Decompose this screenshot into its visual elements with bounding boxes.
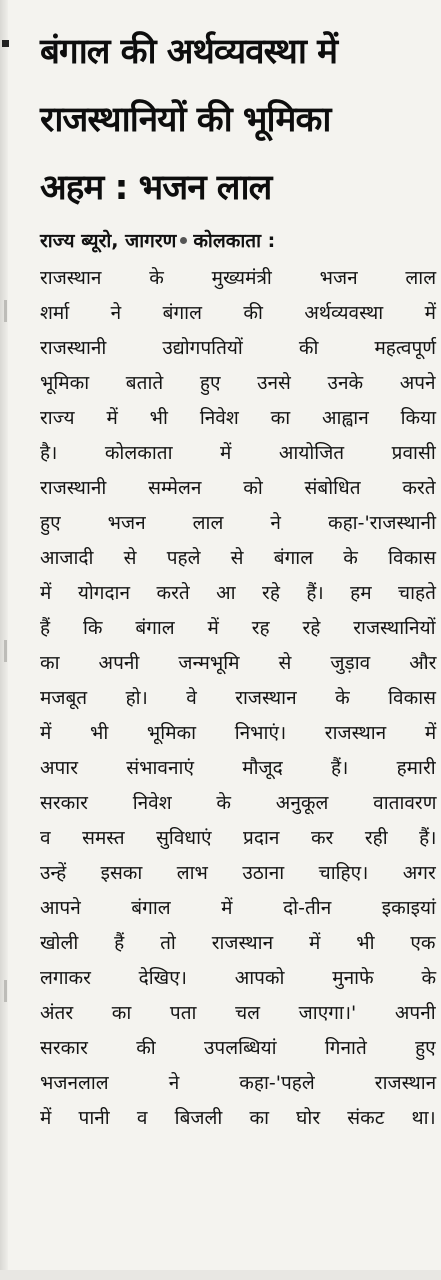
article-body-line: अपार संभावनाएं मौजूद हैं। हमारी (40, 757, 436, 779)
article-body-line: राजस्थानी सम्मेलन को संबोधित करते (40, 477, 436, 499)
article-body-line: शर्मा ने बंगाल की अर्थव्यवस्था में (40, 302, 436, 324)
article-body-line: में योगदान करते आ रहे हैं। हम चाहते (40, 582, 436, 604)
article-body-line: भूमिका बताते हुए उनसे उनके अपने (40, 372, 436, 394)
article-headline (40, 18, 432, 222)
article-body-line: राजस्थानी उद्योगपतियों की महत्वपूर्ण (40, 337, 437, 359)
byline-bureau: राज्य ब्यूरो, जागरण (40, 230, 177, 252)
margin-mark (4, 300, 7, 322)
article-body-line: हुए भजन लाल ने कहा-'राजस्थानी (40, 512, 436, 534)
byline-dateline: कोलकाता : (193, 230, 276, 252)
headline-line: बंगाल की अर्थव्यवस्था में (40, 32, 338, 72)
article-body (40, 261, 436, 1136)
article-body-line: में पानी व बिजली का घोर संकट था। (40, 1107, 436, 1129)
page-bottom-edge (0, 1270, 441, 1280)
article-byline (40, 226, 436, 256)
article-body-line: सरकार निवेश के अनुकूल वातावरण (40, 792, 437, 814)
article-body-line: राज्य में भी निवेश का आह्वान किया (40, 407, 437, 429)
article-body-line: अंतर का पता चल जाएगा।' अपनी (40, 1002, 436, 1024)
article-body-line: मजबूत हो। वे राजस्थान के विकास (40, 687, 436, 709)
margin-mark (4, 640, 7, 662)
article-body-line: खोली हैं तो राजस्थान में भी एक (40, 932, 436, 954)
article-body-line: आजादी से पहले से बंगाल के विकास (40, 547, 436, 569)
headline-line: अहम : भजन लाल (40, 168, 272, 208)
article-body-line: आपने बंगाल में दो-तीन इकाइयां (40, 897, 436, 919)
article-body-line: व समस्त सुविधाएं प्रदान कर रही हैं। (40, 827, 437, 849)
headline-line: राजस्थानियों की भूमिका (40, 100, 331, 140)
article-body-line: लगाकर देखिए। आपको मुनाफे के (40, 967, 437, 989)
article-body-line: है। कोलकाता में आयोजित प्रवासी (40, 442, 436, 464)
article-body-line: सरकार की उपलब्धियां गिनाते हुए (40, 1037, 436, 1059)
headline-bullet-marker (2, 40, 9, 47)
article-body-line: हैं कि बंगाल में रह रहे राजस्थानियों (40, 617, 436, 639)
article-body-line: का अपनी जन्मभूमि से जुड़ाव और (40, 652, 437, 674)
byline-separator-dot (180, 237, 187, 244)
article-body-line: उन्हें इसका लाभ उठाना चाहिए। अगर (40, 862, 436, 884)
article-body-line: भजनलाल ने कहा-'पहले राजस्थान (40, 1072, 437, 1094)
article-body-line: राजस्थान के मुख्यमंत्री भजन लाल (40, 267, 437, 289)
margin-mark (4, 980, 7, 1002)
article-body-line: में भी भूमिका निभाएं। राजस्थान में (40, 722, 437, 744)
